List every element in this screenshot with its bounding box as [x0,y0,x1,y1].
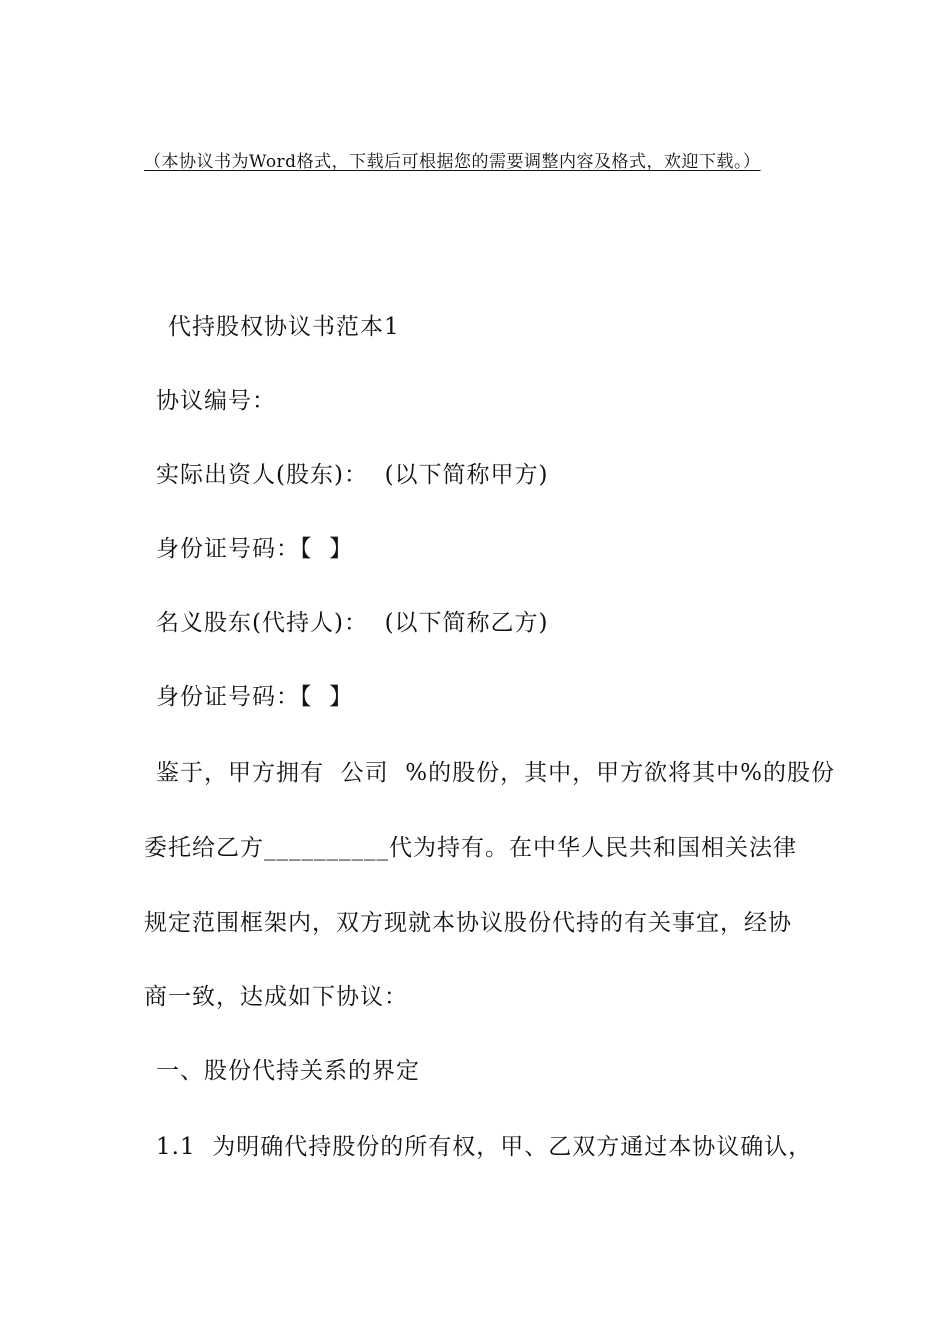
agreement-number-line: 协议编号： [156,388,276,414]
recital-line-4: 商一致，达成如下协议： [144,984,408,1010]
recital-line-1: 鉴于，甲方拥有 公司 %的股份，其中，甲方欲将其中%的股份 [156,760,835,786]
party-a-id-line: 身份证号码：【 】 [156,536,354,562]
actual-investor-line: 实际出资人(股东)： (以下简称甲方) [156,462,549,488]
download-notice: （本协议书为Word格式，下载后可根据您的需要调整内容及格式，欢迎下载。） [144,152,761,172]
party-b-id-line: 身份证号码：【 】 [156,684,354,710]
recital-line-2: 委托给乙方__________代为持有。在中华人民共和国相关法律 [144,835,797,861]
nominal-shareholder-line: 名义股东(代持人)： (以下简称乙方) [156,610,549,636]
document-title: 代持股权协议书范本1 [168,314,400,340]
section-heading-1: 一、股份代持关系的界定 [156,1058,420,1084]
clause-1-1: 1.1 为明确代持股份的所有权，甲、乙双方通过本协议确认， [156,1134,813,1160]
recital-line-3: 规定范围框架内，双方现就本协议股份代持的有关事宜，经协 [144,910,792,936]
